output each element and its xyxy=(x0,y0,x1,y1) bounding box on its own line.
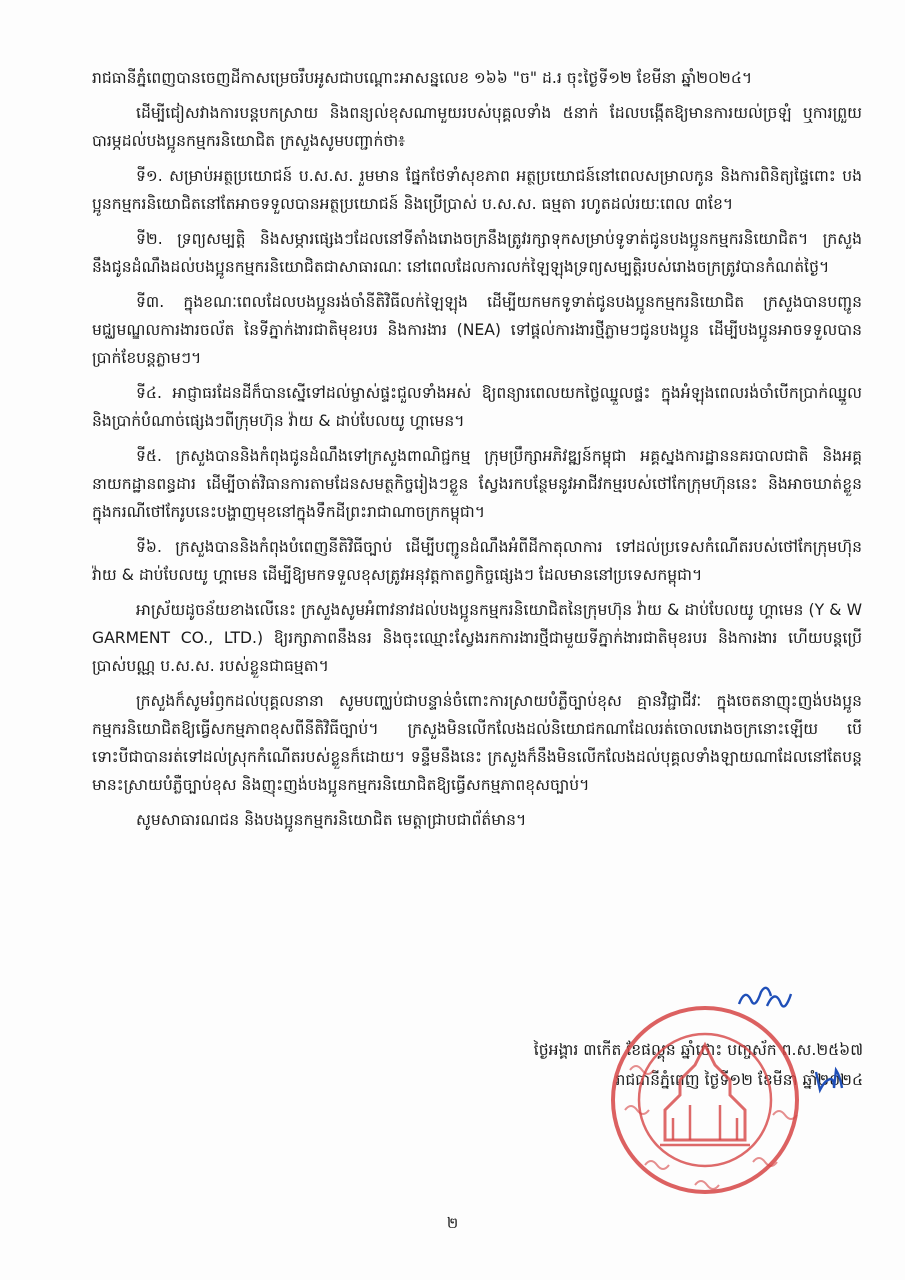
official-seal-stamp xyxy=(605,1000,805,1200)
document-body xyxy=(92,64,862,841)
paragraph-point-3: ទី៣. ក្នុងខណៈពេលដែលបងប្អូនរង់ចាំនីតិវិធីលក់ឡៃឡុង ដើម្បីយកមកទូទាត់ជូនបងប្អូនកម្មករនិយោជិត ក្រសួងបានបញ្ជូនមជ្ឈមណ្ឌលការងារចល័ត នៃទីភ្នាក់ងារជាតិមុខរបរ និងការងារ (NEA) ទៅផ្តល់ការងារថ្មីភ្លាមៗជូនបងប្អូន ដើម្បីបងប្អូនអាចទទួលបានប្រាក់ខែបន្តភ្លាមៗ។ xyxy=(92,293,862,367)
signature-date-solar: រាជធានីភ្នំពេញ ថ្ងៃទី១២ ខែមីនា ឆ្នាំ២០២៤ xyxy=(615,1071,863,1089)
paragraph-point-4: ទី៤. អាជ្ញាធរដែនដីក៏បានស្នើទៅដល់ម្ចាស់ផ្ទះជួលទាំងអស់ ឱ្យពន្យារពេលយកថ្លៃឈ្នួលផ្ទះ ក្នុងអំឡុងពេលរង់ចាំបើកប្រាក់ឈ្នួល និងប្រាក់បំណាច់ផ្សេងៗពីក្រុមហ៊ុន វ៉ាយ & ដាប់បែលយូ ហ្គាមេន។ xyxy=(92,384,862,430)
paragraph-point-2: ទី២. ទ្រព្យសម្បត្តិ និងសម្ភារផ្សេងៗដែលនៅទីតាំងរោងចក្រនឹងត្រូវរក្សាទុកសម្រាប់ទូទាត់ជូនបងប្អូនកម្មករនិយោជិត។ ក្រសួងនឹងជូនដំណឹងដល់បងប្អូនកម្មករនិយោជិតជាសាធារណៈ នៅពេលដែលការលក់ឡៃឡុងទ្រព្យសម្បត្តិរបស់រោងចក្រត្រូវបានកំណត់ថ្ងៃ។ xyxy=(92,230,862,276)
signature-date-lunar: ថ្ងៃអង្គារ ៣កើត ខែផល្គុន ឆ្នាំថោះ បញ្ចស័ក ព.ស.២៥៦៧ xyxy=(533,1041,863,1059)
paragraph-point-5: ទី៥. ក្រសួងបាននិងកំពុងជូនដំណឹងទៅក្រសួងពាណិជ្ជកម្ម ក្រុមប្រឹក្សាអភិវឌ្ឍន៍កម្ពុជា អគ្គស្នងការដ្ឋាននគរបាលជាតិ និងអគ្គនាយកដ្ឋានពន្ធដារ ដើម្បីចាត់វិធានការតាមដែនសមត្ថកិច្ចរៀងៗខ្លួន ស្វែងរកបន្ថែមនូវអាជីវកម្មរបស់ថៅកែក្រុមហ៊ុននេះ និងអាចឃាត់ខ្លួនក្នុងករណីថៅកែរូបនេះបង្ហាញមុខនៅក្នុងទឹកដីព្រះរាជាណាចក្រកម្ពុជា។ xyxy=(92,447,862,521)
paragraph-point-1: ទី១. សម្រាប់អត្ថប្រយោជន៍ ប.ស.ស. រួមមាន ផ្នែកថែទាំសុខភាព អត្ថប្រយោជន៍នៅពេលសម្រាលកូន និងការពិនិត្យផ្ទៃពោះ បងប្អូនកម្មករនិយោជិតនៅតែអាចទទួលបានអត្ថប្រយោជន៍ និងប្រើប្រាស់ ប.ស.ស. ធម្មតា រហូតដល់រយៈពេល ៣ខែ។ xyxy=(92,167,862,213)
page-number: ២ xyxy=(446,1214,459,1232)
paragraph-point-6: ទី៦. ក្រសួងបាននិងកំពុងបំពេញនីតិវិធីច្បាប់ ដើម្បីបញ្ជូនដំណឹងអំពីដីកាតុលាការ ទៅដល់ប្រទេសកំណើតរបស់ថៅកែក្រុមហ៊ុន វ៉ាយ & ដាប់បែលយូ ហ្គាមេន ដើម្បីឱ្យមកទទួលខុសត្រូវអនុវត្តកាតព្វកិច្ចផ្សេងៗ ដែលមាននៅប្រទេសកម្ពុជា។ xyxy=(92,538,862,584)
handwritten-initial-mark xyxy=(735,984,795,1014)
paragraph-intro: ដើម្បីជៀសវាងការបន្តបកស្រាយ និងពន្យល់ខុសណាមួយរបស់បុគ្គលទាំង ៥នាក់ ដែលបង្កើតឱ្យមានការយល់ច្រឡំ ឬការព្រួយបារម្ភដល់បងប្អូនកម្មករនិយោជិត ក្រសួងសូមបញ្ជាក់ថា៖ xyxy=(92,104,862,150)
paragraph-appeal: អាស្រ័យដូចន័យខាងលើនេះ ក្រសួងសូមអំពាវនាវដល់បងប្អូនកម្មករនិយោជិតនៃក្រុមហ៊ុន វ៉ាយ & ដាប់បែលយូ ហ្គាមេន (Y & W GARMENT CO., LTD.) ឱ្យរក្សាភាពនឹងនរ និងចុះឈ្មោះស្វែងរកការងារថ្មីជាមួយទីភ្នាក់ងារជាតិមុខរបរ និងការងារ ហើយបន្តប្រើប្រាស់បណ្ណ ប.ស.ស. របស់ខ្លួនជាធម្មតា។ xyxy=(92,601,862,675)
handwritten-date-initial xyxy=(812,1064,846,1096)
paragraph-court-order: រាជធានីភ្នំពេញបានចេញដីកាសម្រេចរឹបអូសជាបណ្តោះអាសន្នលេខ ១៦៦ "ច" ដ.រ ចុះថ្ងៃទី១២ ខែមីនា ឆ្នាំ២០២៤។ xyxy=(92,69,753,87)
paragraph-closing: សូមសាធារណជន និងបងប្អូនកម្មករនិយោជិត មេត្តាជ្រាបជាព័ត៌មាន។ xyxy=(136,811,527,829)
paragraph-warning: ក្រសួងក៏សូមរំឭកដល់បុគ្គលនានា សូមបញ្ឈប់ជាបន្ទាន់ចំពោះការស្រាយបំភ្លឺច្បាប់ខុស គ្មានវិជ្ជាជីវៈ ក្នុងចេតនាញុះញង់បងប្អូនកម្មករនិយោជិតឱ្យធ្វើសកម្មភាពខុសពីនីតិវិធីច្បាប់។ ក្រសួងមិនលើកលែងដល់និយោជកណាដែលរត់ចោលរោងចក្រនោះឡើយ បើទោះបីជាបានរត់ទៅដល់ស្រុកកំណើតរបស់ខ្លួនក៏ដោយ។ ទន្ទឹមនឹងនេះ ក្រសួងក៏នឹងមិនលើកលែងដល់បុគ្គលទាំងឡាយណាដែលនៅតែបន្តមានះស្រាយបំភ្លឺច្បាប់ខុស និងញុះញង់បងប្អូនកម្មករនិយោជិតឱ្យធ្វើសកម្មភាពខុសច្បាប់។ xyxy=(92,692,862,794)
